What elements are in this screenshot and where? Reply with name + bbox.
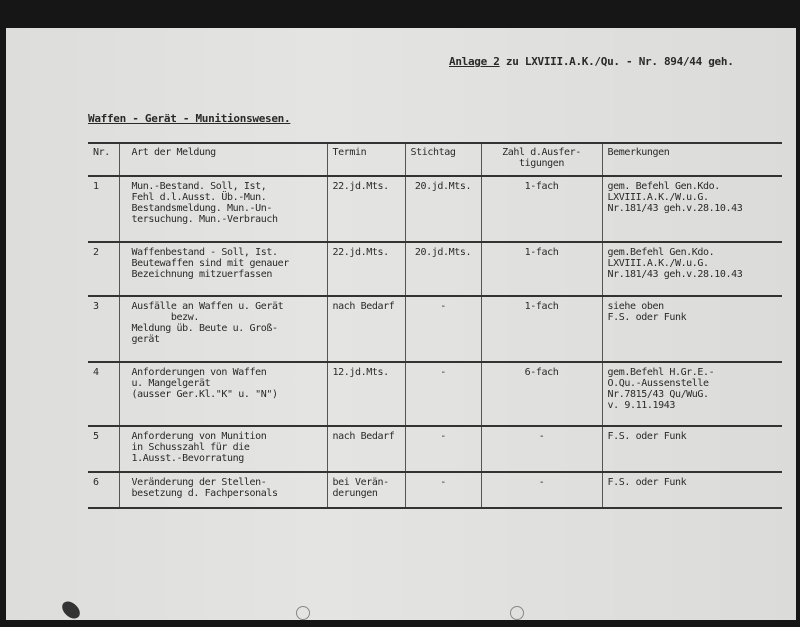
deadline: bei Verän- derungen: [327, 472, 405, 508]
deadline: 22.jd.Mts.: [327, 242, 405, 296]
remarks: F.S. oder Funk: [602, 472, 782, 508]
row-number: 3: [88, 296, 119, 362]
report-type: Anforderungen von Waffen u. Mangelgerät (ausser Ger.Kl."K" u. "N"): [119, 362, 327, 426]
remarks: gem. Befehl Gen.Kdo. LXVIII.A.K./W.u.G. Nr.181/43 geh.v.28.10.43: [602, 176, 782, 242]
document-page: [6, 28, 796, 620]
ink-blot: [60, 598, 83, 622]
row-number: 1: [88, 176, 119, 242]
deadline: 22.jd.Mts.: [327, 176, 405, 242]
report-type: Anforderung von Munition in Schusszahl für die 1.Ausst.-Bevorratung: [119, 426, 327, 472]
column-header: Art der Meldung: [119, 143, 327, 176]
reference-date: -: [405, 296, 481, 362]
row-number: 6: [88, 472, 119, 508]
remarks: gem.Befehl H.Gr.E.- O.Qu.-Aussenstelle Nr.7815/43 Qu/WuG. v. 9.11.1943: [602, 362, 782, 426]
row-number: 5: [88, 426, 119, 472]
deadline: nach Bedarf: [327, 296, 405, 362]
copies: -: [481, 426, 602, 472]
reference-date: -: [405, 362, 481, 426]
report-type: Mun.-Bestand. Soll, Ist, Fehl d.l.Ausst. Üb.-Mun. Bestandsmeldung. Mun.-Un- tersuchung. Mun.-Verbrauch: [119, 176, 327, 242]
reference-date: -: [405, 426, 481, 472]
copies: 1-fach: [481, 296, 602, 362]
punch-hole: [296, 606, 310, 620]
table-header-row: [88, 143, 782, 176]
remarks: F.S. oder Funk: [602, 426, 782, 472]
row-number: 4: [88, 362, 119, 426]
column-header: Bemerkungen: [602, 143, 782, 176]
column-header: Stichtag: [405, 143, 481, 176]
row-number: 2: [88, 242, 119, 296]
table-row: [88, 426, 782, 472]
attachment-reference: [449, 55, 734, 68]
table-row: [88, 362, 782, 426]
reference-date: 20.jd.Mts.: [405, 242, 481, 296]
table-row: [88, 296, 782, 362]
reference-date: -: [405, 472, 481, 508]
copies: -: [481, 472, 602, 508]
column-header: Termin: [327, 143, 405, 176]
copies: 1-fach: [481, 176, 602, 242]
report-type: Veränderung der Stellen- besetzung d. Fachpersonals: [119, 472, 327, 508]
attachment-reference-text: zu LXVIII.A.K./Qu. - Nr. 894/44 geh.: [499, 55, 734, 68]
column-header: Nr.: [88, 143, 119, 176]
report-type: Ausfälle an Waffen u. Gerät bezw. Meldung üb. Beute u. Groß- gerät: [119, 296, 327, 362]
report-table: [88, 142, 782, 509]
table-row: [88, 472, 782, 508]
remarks: siehe oben F.S. oder Funk: [602, 296, 782, 362]
deadline: nach Bedarf: [327, 426, 405, 472]
copies: 6-fach: [481, 362, 602, 426]
attachment-label: Anlage 2: [449, 55, 500, 68]
table-row: [88, 242, 782, 296]
deadline: 12.jd.Mts.: [327, 362, 405, 426]
remarks: gem.Befehl Gen.Kdo. LXVIII.A.K./W.u.G. Nr.181/43 geh.v.28.10.43: [602, 242, 782, 296]
table-row: [88, 176, 782, 242]
section-title: Waffen - Gerät - Munitionswesen.: [88, 112, 291, 125]
column-header: Zahl d.Ausfer- tigungen: [481, 143, 602, 176]
reference-date: 20.jd.Mts.: [405, 176, 481, 242]
copies: 1-fach: [481, 242, 602, 296]
report-type: Waffenbestand - Soll, Ist. Beutewaffen sind mit genauer Bezeichnung mitzuerfassen: [119, 242, 327, 296]
punch-hole: [510, 606, 524, 620]
